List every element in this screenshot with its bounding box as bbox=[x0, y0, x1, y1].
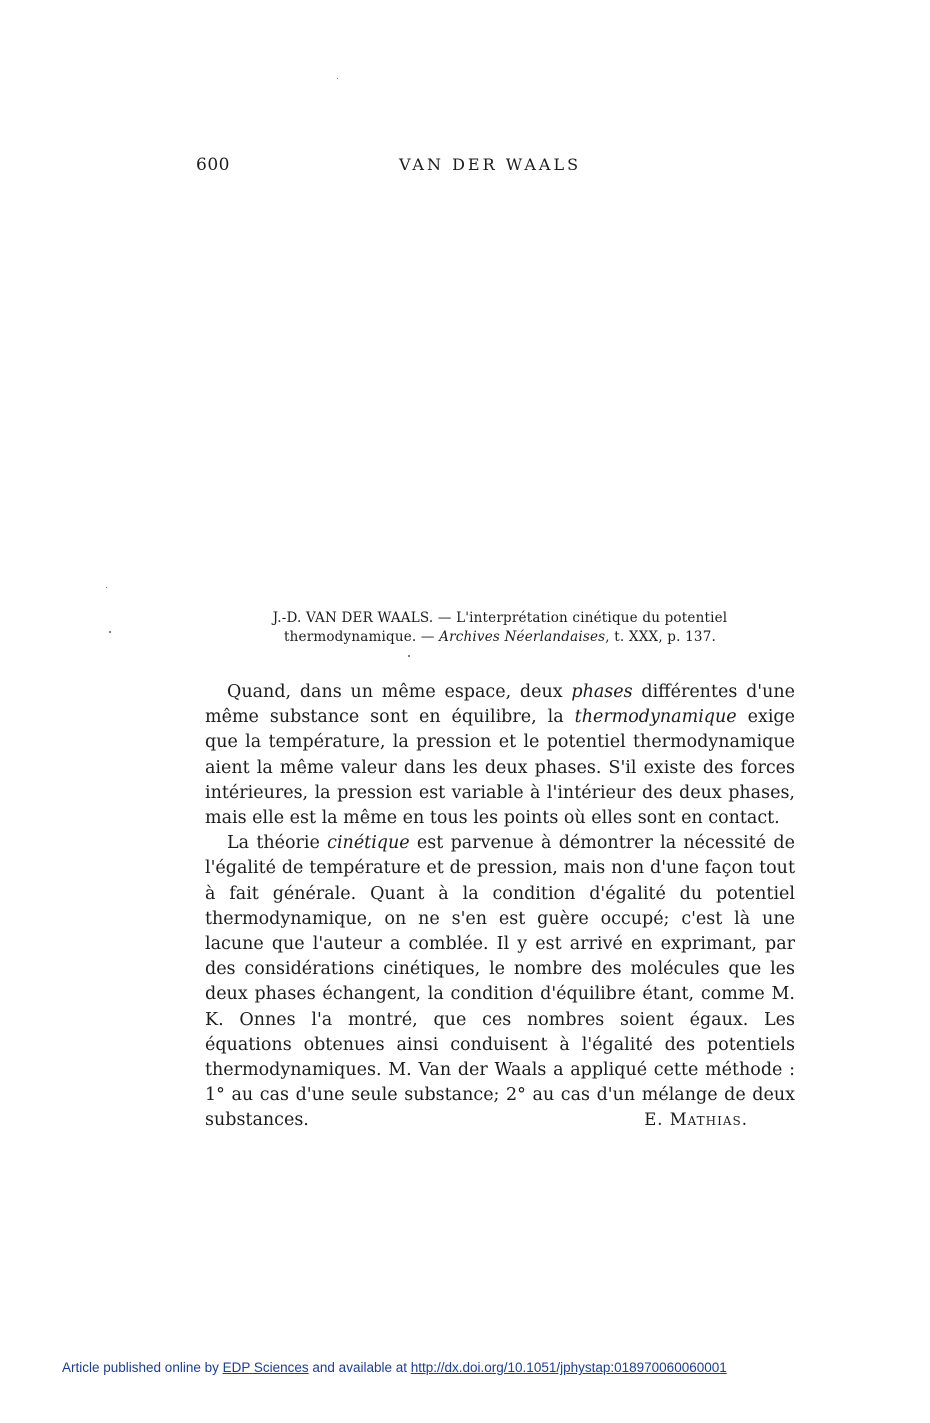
footer bbox=[62, 1360, 727, 1375]
text-run: est parvenue à démontrer la nécessité de l'égalité de température et de pression, mais non d'une façon tout à fait générale. Quant à la condition d'égalité du potentiel thermodynamique, on ne s'en est guère occupé; c'est là une lacune que l'auteur a comblée. Il y est arrivé en exprimant, par des considérations cinétiques, le nombre des molécules que les deux phases échangent, la condition d'équilibre étant, comme M. K. Onnes l'a montré, que ces nombres soient égaux. Les équations obtenues ainsi conduisent à l'égalité des potentiels thermodynamiques. M. Van der Waals a appliqué cette méthode : 1° au cas d'une seule substance; 2° au cas d'un mélange de deux substances. bbox=[205, 833, 795, 1131]
text-run: différentes d'une même substance sont en équilibre, la bbox=[205, 682, 795, 728]
citation-line-2 bbox=[205, 628, 795, 647]
paragraph bbox=[205, 680, 795, 831]
text-run: Quand, dans un même espace, deux bbox=[227, 682, 572, 702]
speck-mark bbox=[408, 655, 410, 657]
citation-line-1 bbox=[205, 609, 795, 628]
running-head: VAN DER WAALS bbox=[398, 155, 582, 174]
text-run: exige que la température, la pression et le potentiel thermodynamique aient la même valeur dans les deux phases. S'il existe des forces intérieures, la pression est variable à l'intérieur des deux phases, mais elle est la même en tous les points où elles sont en contact. bbox=[205, 707, 795, 829]
publisher-link[interactable]: EDP Sciences bbox=[222, 1360, 309, 1375]
citation-volume-pages: , t. XXX, p. 137. bbox=[605, 629, 716, 645]
page-number: 600 bbox=[196, 155, 230, 175]
footer-prefix: Article published online by bbox=[62, 1360, 223, 1375]
footer-middle: and available at bbox=[308, 1360, 411, 1375]
citation-title-1: L'interprétation cinétique du potentiel bbox=[456, 610, 728, 626]
citation-dash: — bbox=[433, 610, 457, 626]
speck-mark bbox=[106, 587, 107, 588]
emphasis: cinétique bbox=[327, 833, 410, 854]
article-body bbox=[205, 680, 795, 1134]
citation-journal: Archives Néerlandaises bbox=[439, 629, 606, 645]
citation-title-2: thermodynamique. bbox=[283, 629, 417, 645]
text-run: La théorie bbox=[227, 833, 328, 854]
paragraph bbox=[205, 831, 795, 1133]
doi-link[interactable]: http://dx.doi.org/10.1051/jphystap:018970060060001 bbox=[410, 1360, 727, 1375]
signature: E. Mathias. bbox=[644, 1110, 748, 1129]
emphasis: thermodynamique bbox=[574, 707, 737, 728]
citation bbox=[205, 609, 795, 647]
emphasis: phases bbox=[571, 682, 633, 702]
speck-mark bbox=[109, 631, 111, 633]
citation-author: J.-D. VAN DER WAALS. bbox=[272, 610, 434, 626]
speck-mark bbox=[337, 78, 338, 79]
citation-dash: — bbox=[416, 629, 440, 645]
